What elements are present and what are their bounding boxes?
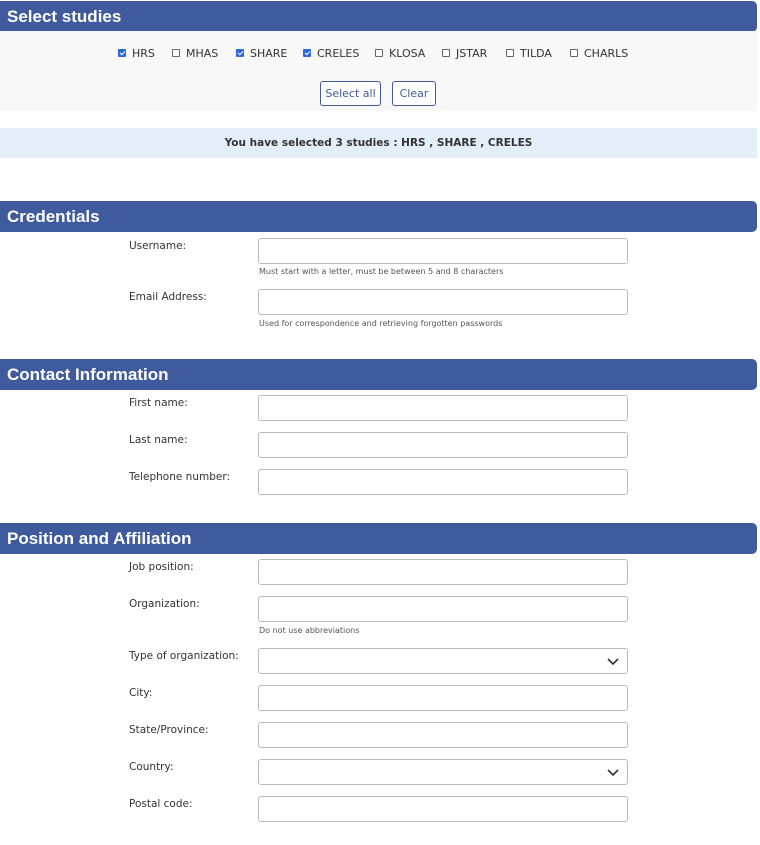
- select-all-button[interactable]: Select all: [320, 81, 381, 106]
- checkbox-unchecked-icon[interactable]: [570, 49, 578, 57]
- select-studies-header: [0, 1, 757, 32]
- study-checkbox-creles[interactable]: [303, 42, 359, 64]
- country-select[interactable]: [258, 759, 628, 785]
- select-studies-title: Select studies: [7, 7, 122, 26]
- last-name-input[interactable]: [258, 432, 628, 458]
- organization-input[interactable]: [258, 596, 628, 622]
- study-checkbox-hrs[interactable]: [118, 42, 155, 64]
- chevron-down-icon: [607, 767, 619, 777]
- city-label: City:: [129, 687, 153, 699]
- credentials-header: [0, 201, 757, 232]
- state-province-input[interactable]: [258, 722, 628, 748]
- study-checkbox-row: [0, 42, 757, 64]
- first-name-label: First name:: [129, 397, 188, 409]
- study-label: CRELES: [317, 46, 360, 60]
- study-checkbox-charls[interactable]: [570, 42, 628, 64]
- username-label: Username:: [129, 240, 187, 252]
- state-province-label: State/Province:: [129, 724, 209, 736]
- checkbox-unchecked-icon[interactable]: [375, 49, 383, 57]
- study-label: MHAS: [186, 46, 219, 60]
- position-affiliation-title: Position and Affiliation: [7, 529, 192, 548]
- studies-panel: [0, 31, 757, 111]
- selected-studies-summary: You have selected 3 studies : HRS , SHARE , CRELES: [0, 128, 757, 158]
- position-affiliation-header: [0, 523, 757, 554]
- checkbox-checked-icon[interactable]: [118, 49, 126, 57]
- postal-code-label: Postal code:: [129, 798, 193, 810]
- last-name-label: Last name:: [129, 434, 188, 446]
- study-checkbox-mhas[interactable]: [172, 42, 218, 64]
- first-name-input[interactable]: [258, 395, 628, 421]
- organization-label: Organization:: [129, 598, 200, 610]
- organization-type-label: Type of organization:: [129, 650, 239, 662]
- telephone-input[interactable]: [258, 469, 628, 495]
- job-position-input[interactable]: [258, 559, 628, 585]
- email-input[interactable]: [258, 289, 628, 315]
- study-checkbox-klosa[interactable]: [375, 42, 425, 64]
- postal-code-input[interactable]: [258, 796, 628, 822]
- study-label: HRS: [132, 46, 155, 60]
- city-input[interactable]: [258, 685, 628, 711]
- checkbox-checked-icon[interactable]: [303, 49, 311, 57]
- job-position-label: Job position:: [129, 561, 194, 573]
- username-input[interactable]: [258, 238, 628, 264]
- study-checkbox-tilda[interactable]: [506, 42, 552, 64]
- credentials-title: Credentials: [7, 207, 100, 226]
- study-checkbox-share[interactable]: [236, 42, 287, 64]
- checkbox-unchecked-icon[interactable]: [442, 49, 450, 57]
- contact-information-header: [0, 359, 757, 390]
- checkbox-unchecked-icon[interactable]: [172, 49, 180, 57]
- study-label: SHARE: [250, 46, 288, 60]
- username-help-text: Must start with a letter, must be between 5 and 8 characters: [259, 267, 504, 276]
- study-label: CHARLS: [584, 46, 629, 60]
- chevron-down-icon: [607, 656, 619, 666]
- study-label: KLOSA: [389, 46, 426, 60]
- checkbox-checked-icon[interactable]: [236, 49, 244, 57]
- clear-button[interactable]: Clear: [392, 81, 436, 106]
- organization-help-text: Do not use abbreviations: [259, 626, 360, 635]
- email-label: Email Address:: [129, 291, 207, 303]
- study-label: JSTAR: [456, 46, 488, 60]
- study-label: TILDA: [520, 46, 552, 60]
- organization-type-select[interactable]: [258, 648, 628, 674]
- telephone-label: Telephone number:: [129, 471, 230, 483]
- checkbox-unchecked-icon[interactable]: [506, 49, 514, 57]
- contact-information-title: Contact Information: [7, 365, 169, 384]
- email-help-text: Used for correspondence and retrieving forgotten passwords: [259, 319, 503, 328]
- study-checkbox-jstar[interactable]: [442, 42, 487, 64]
- country-label: Country:: [129, 761, 174, 773]
